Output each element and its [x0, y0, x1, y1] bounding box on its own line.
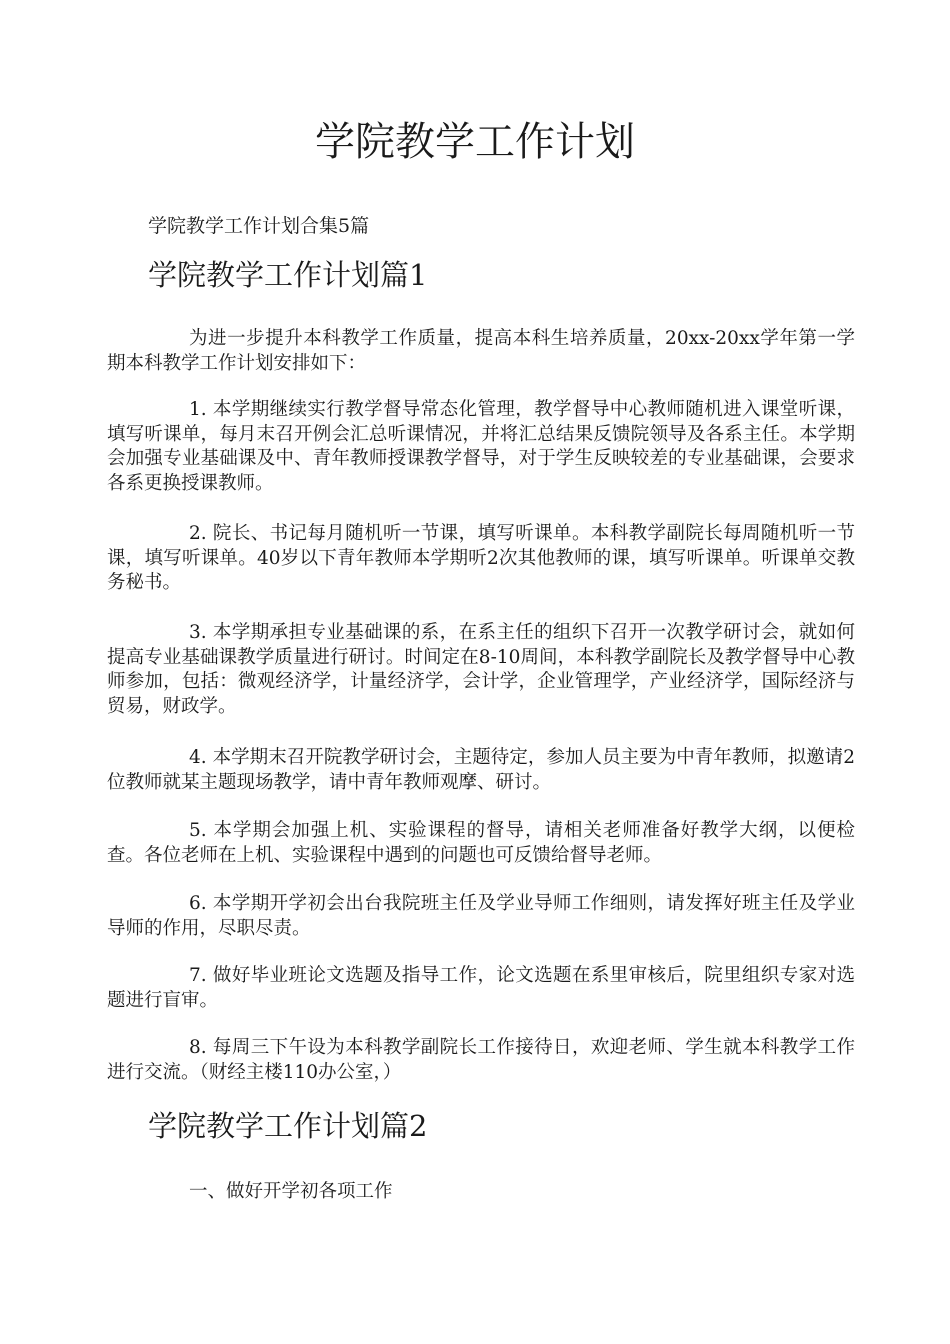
document-subtitle: 学院教学工作计划合集5篇 [148, 215, 370, 237]
paragraph-item-2: 2. 院长、书记每月随机听一节课，填写听课单。本科教学副院长每周随机听一节课，填写听课单。40岁以下青年教师本学期听2次其他教师的课，填写听课单。听课单交教务秘书。 [107, 523, 855, 593]
paragraph-item-8: 8. 每周三下午设为本科教学副院长工作接待日，欢迎老师、学生就本科教学工作进行交流。（财经主楼110办公室，） [107, 1037, 855, 1083]
paragraph-item-5: 5. 本学期会加强上机、实验课程的督导，请相关老师准备好教学大纲，以便检查。各位老师在上机、实验课程中遇到的问题也可反馈给督导老师。 [107, 820, 855, 866]
section-heading-2: 学院教学工作计划篇2 [148, 1109, 428, 1143]
paragraph-item-1: 1. 本学期继续实行教学督导常态化管理，教学督导中心教师随机进入课堂听课，填写听课单，每月末召开例会汇总听课情况，并将汇总结果反馈院领导及各系主任。本学期会加强专业基础课及中、青年教师授课教学督导，对于学生反映较差的专业基础课，会要求各系更换授课教师。 [107, 399, 855, 494]
paragraph-intro: 为进一步提升本科教学工作质量，提高本科生培养质量，20xx-20xx学年第一学期本科教学工作计划安排如下： [107, 328, 855, 374]
section-2-subheading: 一、做好开学初各项工作 [189, 1181, 393, 1202]
paragraph-item-7: 7. 做好毕业班论文选题及指导工作，论文选题在系里审核后，院里组织专家对选题进行盲审。 [107, 965, 855, 1011]
paragraph-item-3: 3. 本学期承担专业基础课的系，在系主任的组织下召开一次教学研讨会，就如何提高专业基础课教学质量进行研讨。时间定在8-10周间，本科教学副院长及教学督导中心教师参加，包括：微观经济学，计量经济学，会计学，企业管理学，产业经济学，国际经济与贸易，财政学。 [107, 622, 855, 717]
section-heading-1: 学院教学工作计划篇1 [148, 258, 428, 292]
paragraph-item-6: 6. 本学期开学初会出台我院班主任及学业导师工作细则，请发挥好班主任及学业导师的作用，尽职尽责。 [107, 893, 855, 939]
paragraph-item-4: 4. 本学期末召开院教学研讨会，主题待定，参加人员主要为中青年教师，拟邀请2位教师就某主题现场教学，请中青年教师观摩、研讨。 [107, 747, 855, 793]
document-title: 学院教学工作计划 [315, 119, 635, 165]
